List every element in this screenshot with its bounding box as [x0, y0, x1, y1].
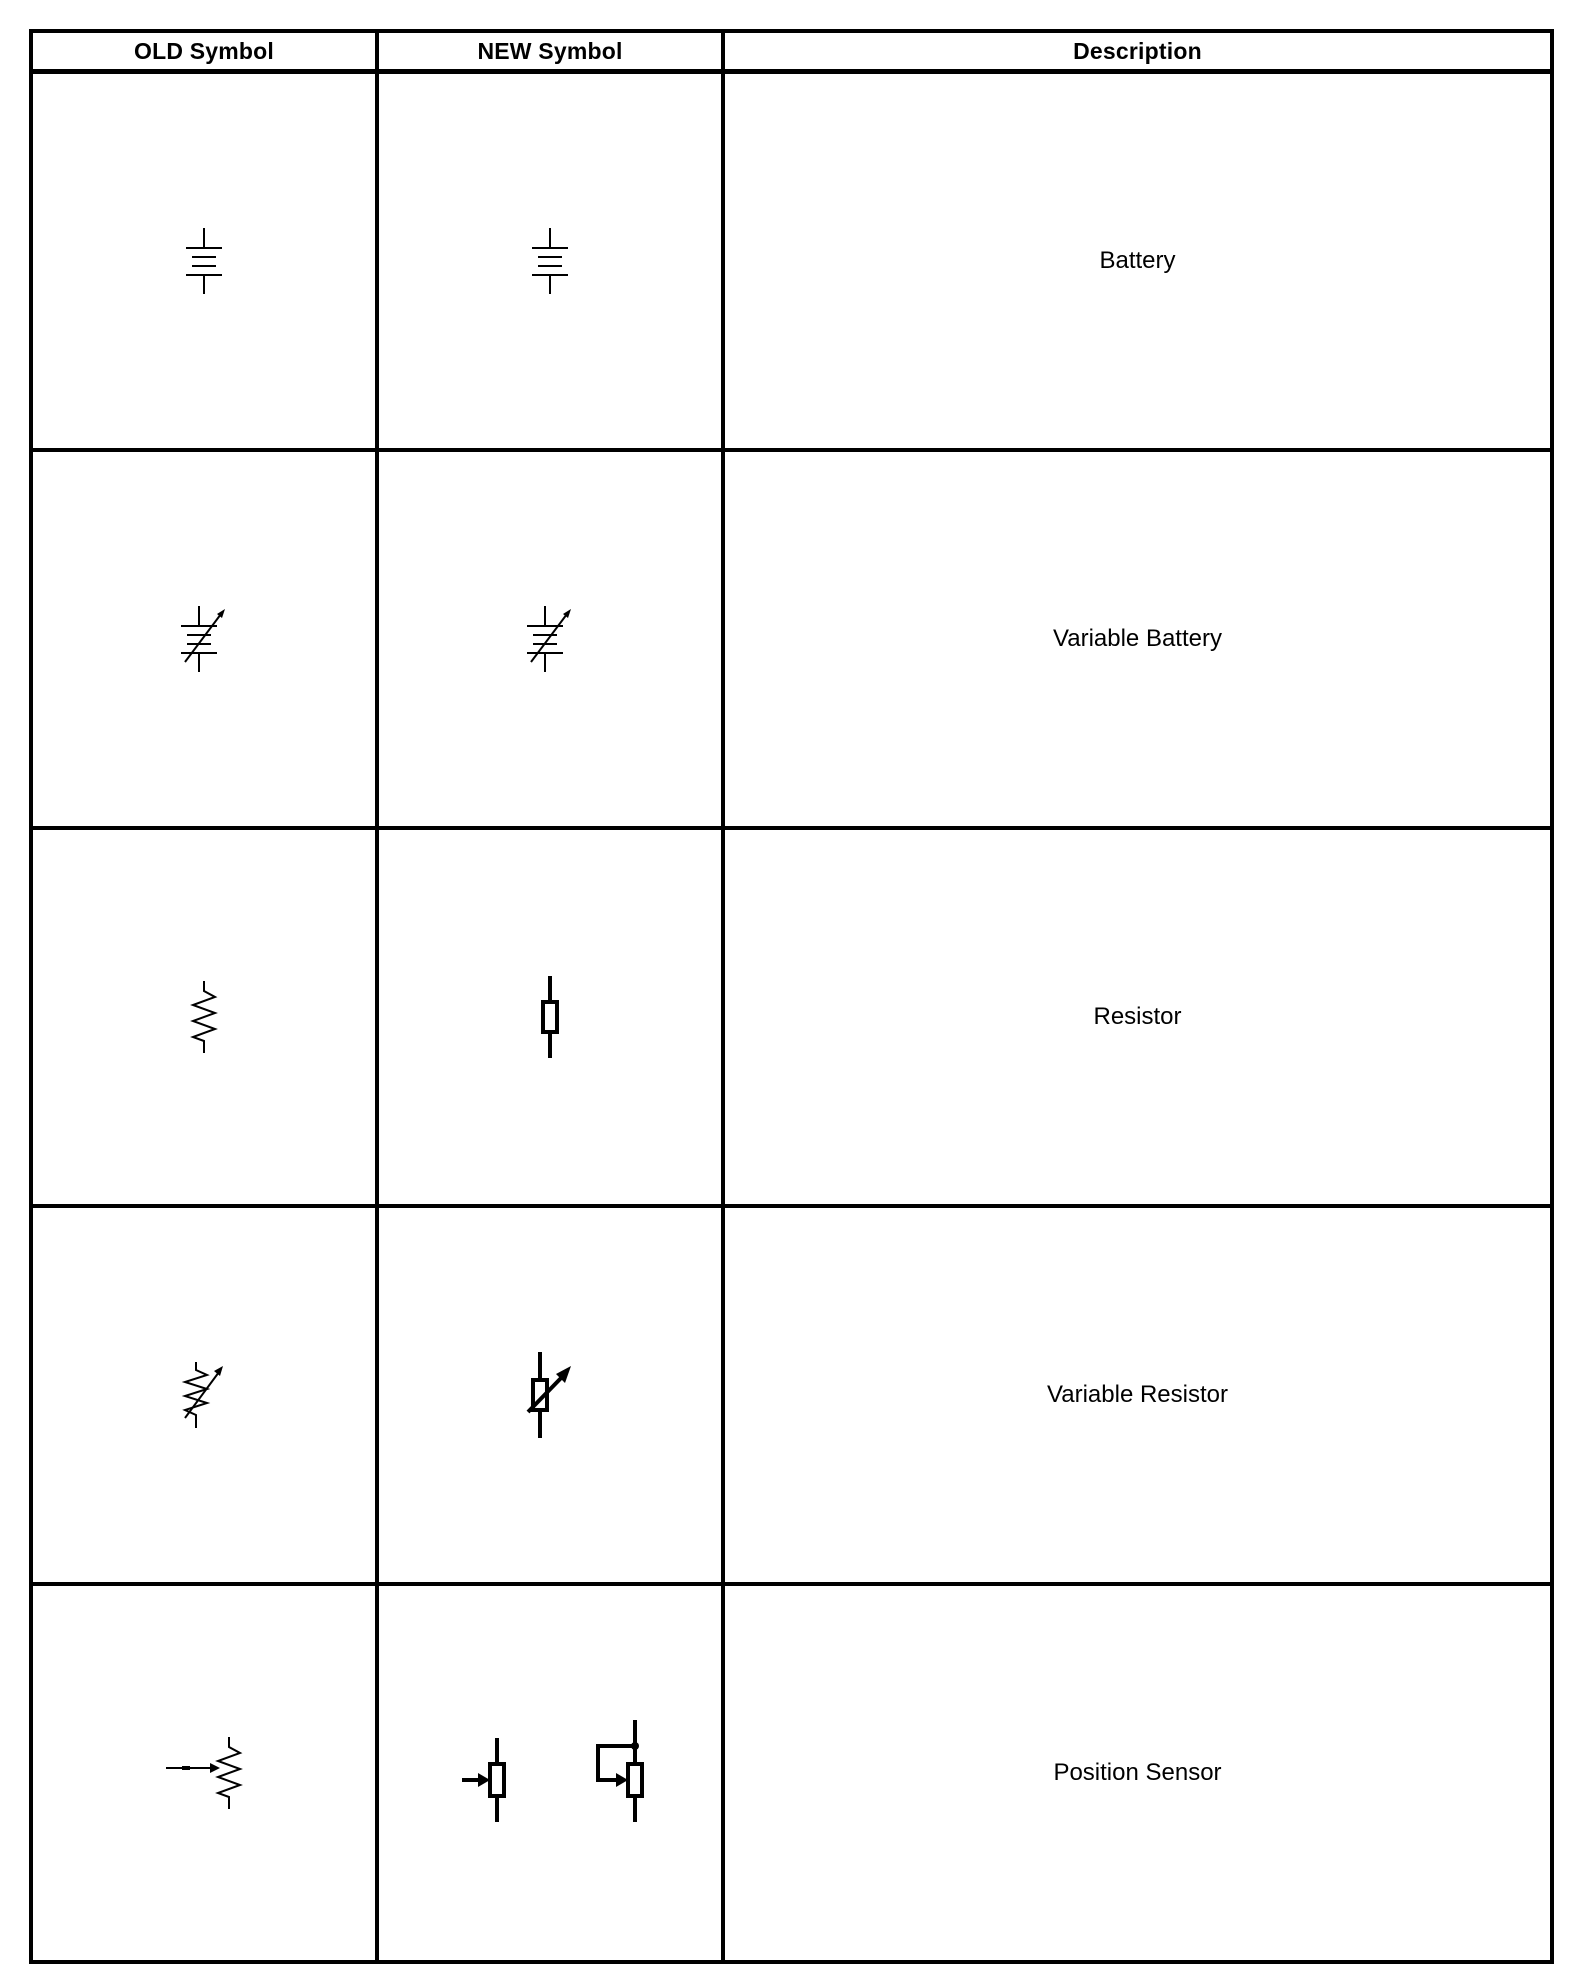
new-symbol-cell: [377, 828, 723, 1206]
variable-resistor-old-icon: [181, 1360, 227, 1430]
symbol-comparison-table: [29, 29, 1554, 1964]
new-symbol-cell: [377, 1206, 723, 1584]
resistor-new-icon: [535, 974, 565, 1060]
description-text: Resistor: [1093, 1002, 1182, 1030]
position-sensor-old-icon: [164, 1735, 244, 1811]
variable-battery-old-icon: [179, 604, 229, 674]
battery-old-icon: [184, 226, 224, 296]
description-cell: [723, 72, 1552, 451]
description-cell: [723, 828, 1552, 1206]
new-symbol-cell: [377, 72, 723, 451]
variable-battery-new-icon: [525, 604, 575, 674]
description-text: Battery: [1099, 247, 1176, 274]
header-row: [31, 31, 1552, 72]
old-symbol-cell: [31, 828, 377, 1206]
new-symbol-cell: [377, 450, 723, 828]
old-symbol-cell: [31, 1584, 377, 1962]
header-description: Description: [723, 31, 1552, 72]
description-cell: [723, 1584, 1552, 1962]
description-text: Variable Resistor: [1047, 1380, 1228, 1408]
variable-resistor-new-icon: [525, 1350, 575, 1440]
position-sensor-new-icon: [460, 1718, 640, 1828]
table-row: [31, 450, 1552, 828]
new-symbol-cell: [377, 1584, 723, 1962]
battery-new-icon: [530, 226, 570, 296]
description-text: Position Sensor: [1053, 1758, 1222, 1786]
description-cell: [723, 450, 1552, 828]
table-row: [31, 1206, 1552, 1584]
old-symbol-cell: [31, 72, 377, 451]
old-symbol-cell: [31, 450, 377, 828]
description-cell: [723, 1206, 1552, 1584]
header-new-symbol: NEW Symbol: [377, 31, 723, 72]
header-old-symbol: OLD Symbol: [31, 31, 377, 72]
table-row: [31, 828, 1552, 1206]
description-text: Variable Battery: [1053, 624, 1222, 652]
table-row: [31, 72, 1552, 451]
table-row: [31, 1584, 1552, 1962]
old-symbol-cell: [31, 1206, 377, 1584]
resistor-old-icon: [189, 979, 219, 1055]
